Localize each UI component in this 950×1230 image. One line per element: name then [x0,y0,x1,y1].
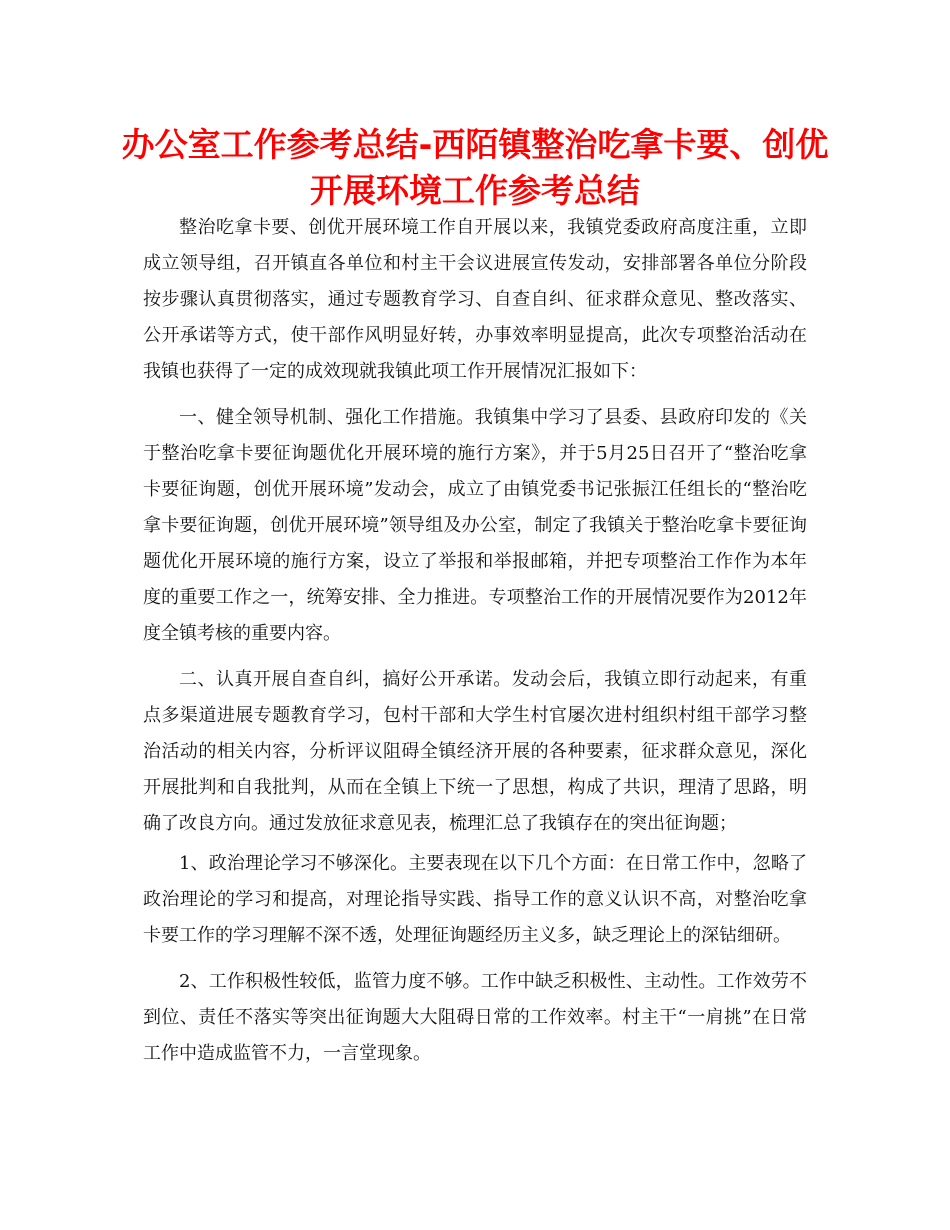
paragraph-section-2: 二、认真开展自查自纠，搞好公开承诺。发动会后，我镇立即行动起来，有重点多渠道进展专题教育学习，包村干部和大学生村官屡次进村组织村组干部学习整治活动的相关内容，分析评议阻碍全镇经济开展的各种要素，征求群众意见，深化开展批判和自我批判，从而在全镇上下统一了思想，构成了共识，理清了思路，明确了改良方向。通过发放征求意见表，梳理汇总了我镇存在的突出征询题； [143,669,807,834]
document-title: 办公室工作参考总结-西陌镇整治吃拿卡要、创优开展环境工作参考总结 [121,125,829,210]
paragraph-intro: 整治吃拿卡要、创优开展环境工作自开展以来，我镇党委政府高度注重，立即成立领导组，召开镇直各单位和村主干会议进展宣传发动，安排部署各单位分阶段按步骤认真贯彻落实，通过专题教育学习、自查自纠、征求群众意见、整改落实、公开承诺等方式，使干部作风明显好转，办事效率明显提高，此次专项整治活动在我镇也获得了一定的成效现就我镇此项工作开展情况汇报如下： [143,217,807,382]
paragraph-item-1: 1、政治理论学习不够深化。主要表现在以下几个方面：在日常工作中，忽略了政治理论的学习和提高，对理论指导实践、指导工作的意义认识不高，对整治吃拿卡要工作的学习理解不深不透，处理征询题经历主义多，缺乏理论上的深钻细研。 [143,853,807,946]
document-body [143,210,807,1076]
paragraph-item-2: 2、工作积极性较低，监管力度不够。工作中缺乏积极性、主动性。工作效劳不到位、责任不落实等突出征询题大大阻碍日常的工作效率。村主干“一肩挑”在日常工作中造成监管不力，一言堂现象。 [143,971,807,1064]
paragraph-section-1: 一、健全领导机制、强化工作措施。我镇集中学习了县委、县政府印发的《关于整治吃拿卡要征询题优化开展环境的施行方案》，并于5月25日召开了“整治吃拿卡要征询题，创优开展环境”发动会，成立了由镇党委书记张振江任组长的“整治吃拿卡要征询题，创优开展环境”领导组及办公室，制定了我镇关于整治吃拿卡要征询题优化开展环境的施行方案，设立了举报和举报邮箱，并把专项整治工作作为本年度的重要工作之一，统筹安排、全力推进。专项整治工作的开展情况要作为2012年度全镇考核的重要内容。 [143,407,807,644]
